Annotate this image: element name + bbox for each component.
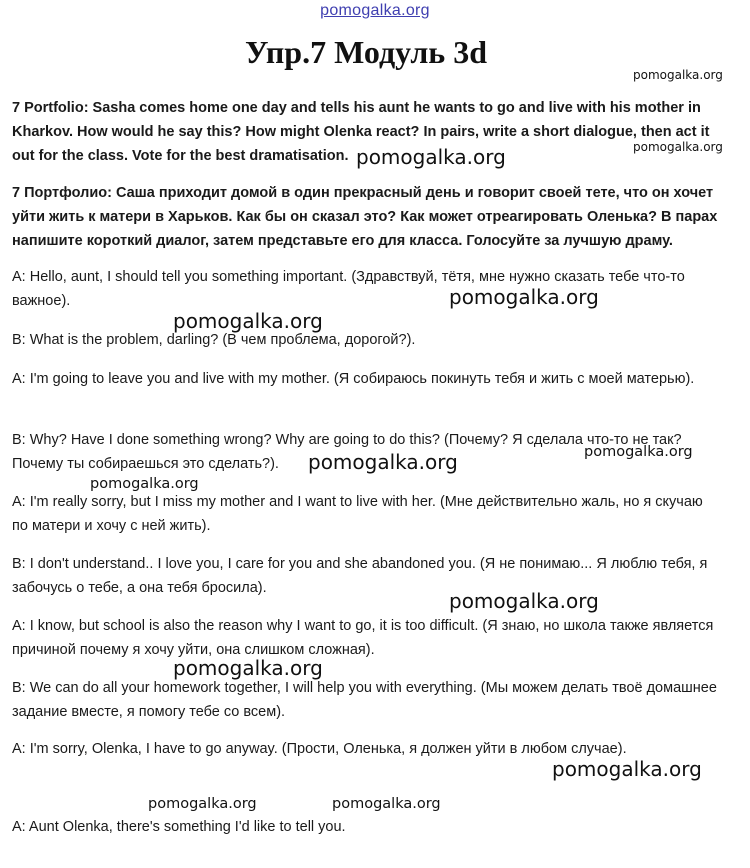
watermark: pomogalka.org <box>308 450 458 474</box>
watermark: pomogalka.org <box>356 145 506 169</box>
dialogue-line-3: A: I'm going to leave you and live with my mother. (Я собираюсь покинуть тебя и жить с моей матерью). <box>12 371 695 387</box>
dialogue-line-5: A: I'm really sorry, but I miss my mother and I want to live with her. (Мне действительно жаль, но я скучаю по матери и хочу с ней жить). <box>12 494 703 534</box>
dialogue-line-2: B: What is the problem, darling? (В чем проблема, дорогой?). <box>12 332 416 348</box>
task-russian: 7 Портфолио: Саша приходит домой в один прекрасный день и говорит своей тете, что он хочет уйти жить к матери в Харьков. Как бы он сказал это? Как может отреагировать Оленька? В парах напишите короткий диалог, затем представьте его для класса. Голосуйте за лучшую драму. <box>12 185 718 249</box>
dialogue-line-4: B: Why? Have I done something wrong? Why are going to do this? (Почему? Я сделала что-то не так? Почему ты собираешься это сделать?). <box>12 432 682 472</box>
site-header-link[interactable]: pomogalka.org <box>320 2 430 19</box>
dialogue-line-1: A: Hello, aunt, I should tell you something important. (Здравствуй, тётя, мне нужно сказать тебе что-то важное). <box>12 269 685 309</box>
dialogue-line-8: B: We can do all your homework together, I will help you with everything. (Мы можем делать твоё домашнее задание вместе, я помогу тебе со всем). <box>12 680 717 720</box>
watermark: pomogalka.org <box>449 285 599 309</box>
watermark: pomogalka.org <box>552 757 702 781</box>
task-english: 7 Portfolio: Sasha comes home one day and tells his aunt he wants to go and live with his mother in Kharkov. How would he say this? How might Olenka react? In pairs, write a short dialogue, then act it out for the class. Vote for the best dramatisation. <box>12 100 710 164</box>
page-title: Упр.7 Модуль 3d <box>244 34 487 70</box>
watermark: pomogalka.org <box>633 68 723 82</box>
watermark: pomogalka.org <box>633 140 723 154</box>
watermark: pomogalka.org <box>173 309 323 333</box>
watermark: pomogalka.org <box>584 444 693 460</box>
watermark: pomogalka.org <box>90 476 199 492</box>
dialogue-line-7: A: I know, but school is also the reason why I want to go, it is too difficult. (Я знаю, но школа также является причиной почему я хочу уйти, она слишком сложная). <box>12 618 714 658</box>
dialogue-line-9: A: I'm sorry, Olenka, I have to go anyway. (Прости, Оленька, я должен уйти в любом случае). <box>12 741 627 757</box>
dialogue-line-10: A: Aunt Olenka, there's something I'd like to tell you. <box>12 819 346 835</box>
watermark: pomogalka.org <box>449 589 599 613</box>
watermark: pomogalka.org <box>148 796 257 812</box>
dialogue-line-6: B: I don't understand.. I love you, I care for you and she abandoned you. (Я не понимаю... Я люблю тебя, я забочусь о тебе, а она тебя бросила). <box>12 556 708 596</box>
watermark: pomogalka.org <box>332 796 441 812</box>
watermark: pomogalka.org <box>173 656 323 680</box>
